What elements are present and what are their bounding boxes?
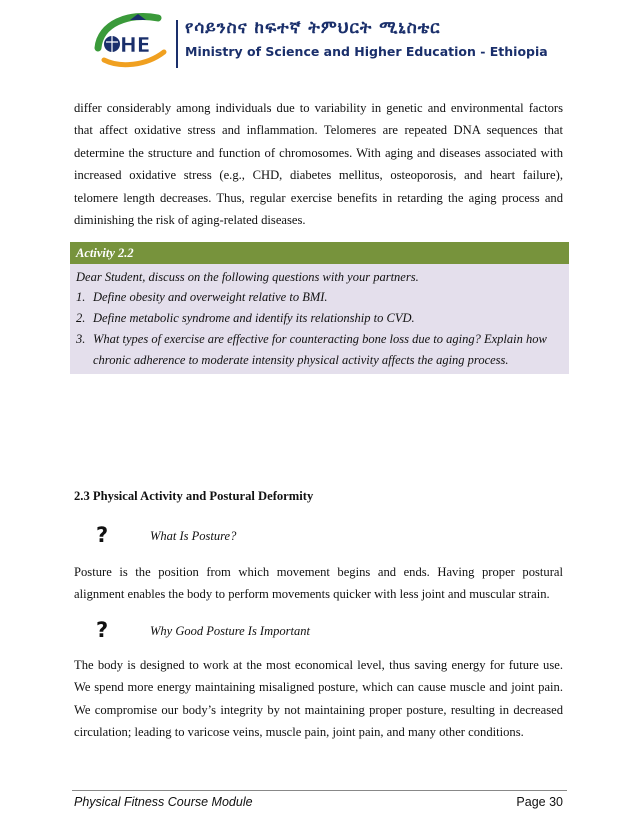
ministry-logo	[90, 8, 170, 72]
logo-mark: HE	[120, 33, 151, 57]
question-text: What Is Posture?	[150, 529, 237, 543]
page-number: Page 30	[516, 795, 563, 809]
activity-box	[70, 242, 569, 374]
footer-module-title: Physical Fitness Course Module	[74, 795, 253, 809]
amharic-title: የሳይንስና ከፍተኛ ትምህርት ሚኒስቴር	[185, 18, 441, 38]
list-item	[76, 308, 569, 329]
body-paragraph-2: Posture is the position from which movement begins and ends. Having proper postural alignment enables the body to perform movements quicker with less joint and muscular strain.	[74, 565, 563, 602]
page-header	[90, 8, 560, 72]
question-mark-icon: ?	[96, 523, 109, 547]
list-item-text: Define metabolic syndrome and identify its relationship to CVD.	[93, 311, 415, 325]
activity-list	[70, 287, 569, 371]
question-text: Why Good Posture Is Important	[150, 624, 310, 638]
list-item-number: 3.	[76, 332, 86, 346]
footer-divider	[72, 790, 567, 791]
activity-intro: Dear Student, discuss on the following questions with your partners.	[76, 270, 419, 284]
list-item-text: What types of exercise are effective for counteracting bone loss due to aging? Explain how chronic adherence to moderate intensity physical activity affects the aging process.	[93, 332, 547, 367]
list-item-number: 1.	[76, 290, 86, 304]
question-mark-icon: ?	[96, 618, 109, 642]
body-paragraph-1: differ considerably among individuals due to variability in genetic and environmental factors that affect oxidative stress and inflammation. Telomeres are repeated DNA sequences that determine the structure and function of chromosomes. With aging and diseases associated with increased oxidative stress (e.g., CHD, diabetes mellitus, osteoporosis, and heart failure), telomere length decreases. Thus, regular exercise benefits in retarding the aging process and diminishing the risk of aging-related diseases.	[74, 101, 563, 228]
ministry-title: Ministry of Science and Higher Education - Ethiopia	[185, 44, 548, 59]
list-item-number: 2.	[76, 311, 86, 325]
body-paragraph-3: The body is designed to work at the most economical level, thus saving energy for future use. We spend more energy maintaining misaligned posture, which can cause muscle and joint pain. We compromise our body’s integrity by not maintaining proper posture, resulting in decreased circulation; leading to varicose veins, muscle pain, joint pain, and many other conditions.	[74, 658, 563, 740]
list-item	[76, 287, 569, 308]
section-heading: 2.3 Physical Activity and Postural Deformity	[74, 489, 314, 503]
activity-title: Activity 2.2	[70, 242, 569, 264]
list-item-text: Define obesity and overweight relative to BMI.	[93, 290, 328, 304]
list-item	[76, 329, 569, 371]
header-divider	[176, 20, 178, 68]
